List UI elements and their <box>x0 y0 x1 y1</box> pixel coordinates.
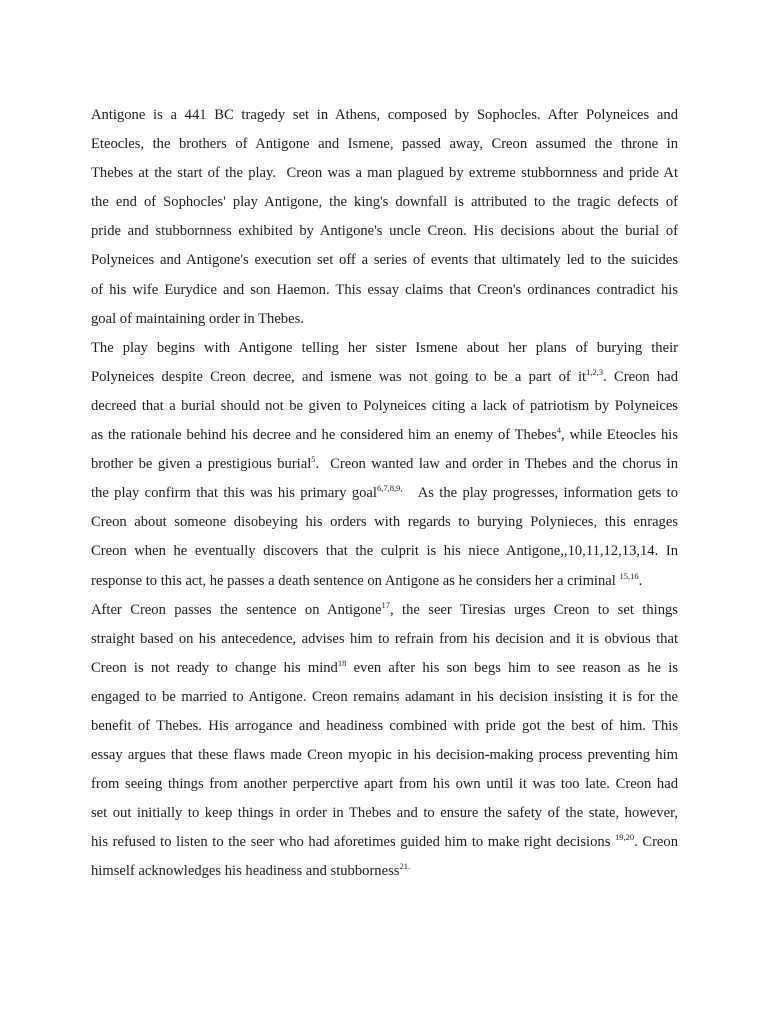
text-run: Antigone is a 441 BC tragedy set in Athens, composed by Sophocles. After Polyneices and <box>91 107 678 123</box>
footnote-marker: 21. <box>399 861 411 872</box>
text-line <box>91 305 678 334</box>
text-line <box>91 450 678 479</box>
text-line <box>91 596 678 625</box>
text-line <box>91 188 678 217</box>
text-run: . Creon wanted law and order in Thebes and the chorus in <box>315 456 678 473</box>
text-run: Eteocles, the brothers of Antigone and Ismene, passed away, Creon assumed the throne in <box>91 136 678 153</box>
text-run: essay argues that these flaws made Creon myopic in his decision-making process preventing him <box>91 747 678 764</box>
footnote-marker: 19,20 <box>614 832 635 843</box>
paragraph <box>91 596 678 887</box>
text-line <box>91 246 678 275</box>
footnote-marker: 4 <box>556 425 562 436</box>
text-line <box>91 421 678 450</box>
text-run: , the seer Tiresias urges Creon to set things <box>389 601 678 618</box>
text-line <box>91 101 678 130</box>
text-line <box>91 159 678 188</box>
text-line <box>91 654 678 683</box>
text-line <box>91 217 678 246</box>
footnote-marker: 5 <box>311 454 316 465</box>
paragraph <box>91 101 678 334</box>
footnote-marker: 6,7,8,9, <box>376 483 403 494</box>
text-line <box>91 799 678 828</box>
text-line <box>91 276 678 305</box>
text-line <box>91 857 678 886</box>
text-run: response to this act, he passes a death sentence on Antigone as he considers her a criminal <box>91 572 620 589</box>
text-run: even after his son begs him to see reason as he is <box>346 659 678 676</box>
footnote-marker: 17 <box>381 599 390 610</box>
text-line <box>91 537 678 566</box>
text-run: himself acknowledges his headiness and stubborness <box>91 863 400 880</box>
text-run: . <box>638 572 643 589</box>
text-run: engaged to be married to Antigone. Creon remains adamant in his decision insisting it is for the <box>91 688 678 705</box>
text-line <box>91 625 678 654</box>
text-run: Creon when he eventually discovers that the culprit is his niece Antigone,,10,11,12,13,14. In <box>91 543 678 560</box>
text-line <box>91 392 678 421</box>
text-run: Creon is not ready to change his mind <box>91 659 338 676</box>
text-run: the end of Sophocles' play Antigone, the king's downfall is attributed to the tragic defects of <box>91 194 678 211</box>
text-line <box>91 683 678 712</box>
text-line <box>91 741 678 770</box>
text-line <box>91 479 678 508</box>
footnote-marker: 1,2,3 <box>586 366 604 377</box>
essay-body <box>91 101 678 887</box>
text-run: After Creon passes the sentence on Antigone <box>91 601 382 618</box>
text-run: decreed that a burial should not be given to Polyneices citing a lack of patriotism by Polyneices <box>91 397 678 414</box>
text-run: . Creon had <box>603 368 678 385</box>
text-run: pride and stubbornness exhibited by Antigone's uncle Creon. His decisions about the burial of <box>91 223 678 240</box>
text-run: the play confirm that this was his primary goal <box>91 485 377 502</box>
footnote-marker: 15,16 <box>619 570 639 581</box>
text-run: Creon about someone disobeying his orders with regards to burying Polynieces, this enrages <box>91 514 678 531</box>
text-run: benefit of Thebes. His arrogance and headiness combined with pride got the best of him. This <box>91 717 678 734</box>
paragraph <box>91 334 678 596</box>
text-run: , while Eteocles his <box>561 427 678 444</box>
text-line <box>91 828 678 857</box>
text-line <box>91 770 678 799</box>
text-run: his refused to listen to the seer who had aforetimes guided him to make right decisions <box>91 834 615 851</box>
text-run: Thebes at the start of the play. Creon was a man plagued by extreme stubbornness and pride At <box>91 165 678 182</box>
text-run: goal of maintaining order in Thebes. <box>91 310 304 327</box>
text-line <box>91 130 678 159</box>
text-run: Polyneices and Antigone's execution set off a series of events that ultimately led to the suicides <box>91 252 678 269</box>
text-run: Polyneices despite Creon decree, and ismene was not going to be a part of it <box>91 368 587 385</box>
text-line <box>91 508 678 537</box>
text-run: as the rationale behind his decree and he considered him an enemy of Thebes <box>91 427 557 444</box>
text-run: The play begins with Antigone telling her sister Ismene about her plans of burying their <box>91 339 678 356</box>
text-run: of his wife Eurydice and son Haemon. This essay claims that Creon's ordinances contradict his <box>91 281 678 298</box>
text-run: from seeing things from another perperctive apart from his own until it was too late. Creon had <box>91 776 678 793</box>
text-run: brother be given a prestigious burial <box>91 456 312 473</box>
footnote-marker: 18 <box>337 657 347 668</box>
text-line <box>91 334 678 363</box>
text-line <box>91 363 678 392</box>
text-run: . Creon <box>634 834 679 851</box>
text-line <box>91 567 678 596</box>
text-line <box>91 712 678 741</box>
text-run: set out initially to keep things in order in Thebes and to ensure the safety of the state, however, <box>91 805 678 822</box>
text-run: straight based on his antecedence, advises him to refrain from his decision and it is obvious that <box>91 630 678 647</box>
text-run: As the play progresses, information gets to <box>402 485 678 502</box>
